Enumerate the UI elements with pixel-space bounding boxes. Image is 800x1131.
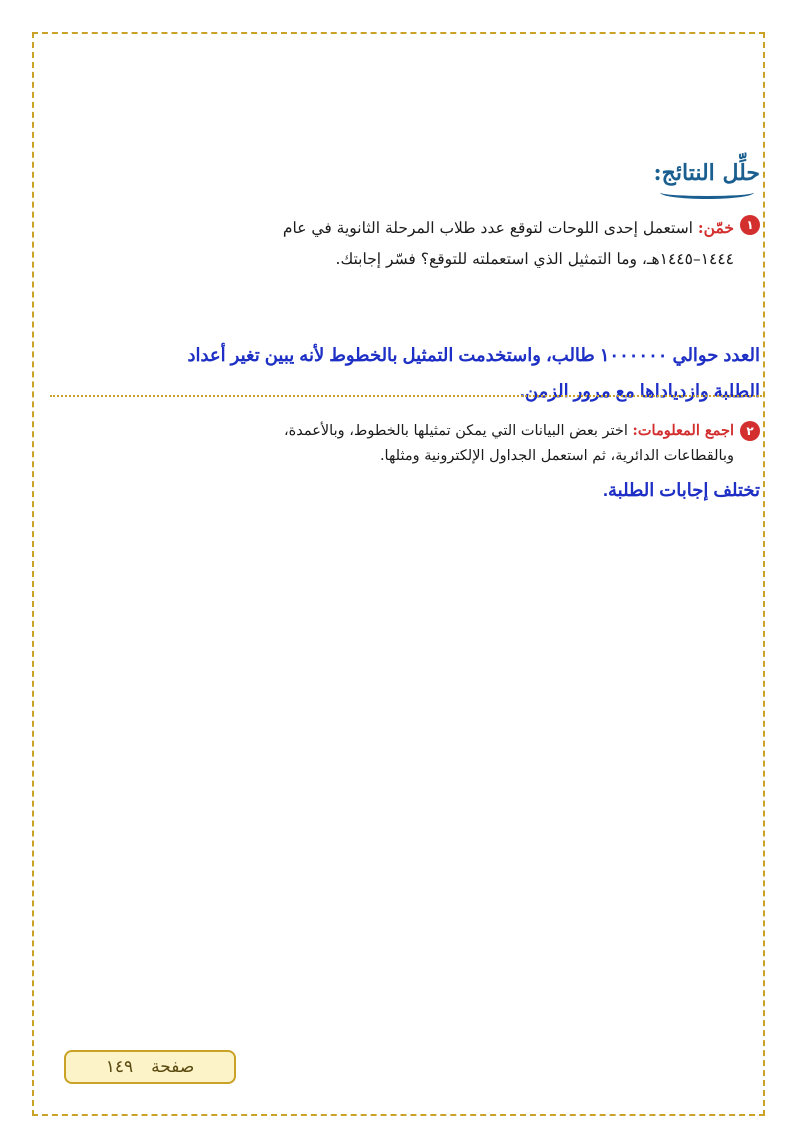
question-1-term: خمّن: xyxy=(697,218,734,237)
question-1 xyxy=(110,212,760,275)
question-2-number-badge: ٢ xyxy=(740,421,760,441)
question-2 xyxy=(110,418,760,469)
question-2-line-2: وبالقطاعات الدائرية، ثم استعمل الجداول الإلكترونية ومثلها. xyxy=(379,448,734,464)
question-1-number-badge: ١ xyxy=(740,215,760,235)
page-number: ١٤٩ xyxy=(105,1057,134,1077)
question-2-term: اجمع المعلومات: xyxy=(632,422,734,439)
page-number-label xyxy=(64,1050,236,1084)
section-divider xyxy=(50,395,762,397)
page-label-text: صفحة xyxy=(151,1057,195,1077)
section-heading: حلِّل النتائج: xyxy=(653,160,760,186)
answer-1-line-2: الطلبة وازدياداها مع مرور الزمن. xyxy=(519,381,760,401)
question-2-text xyxy=(284,418,734,469)
answer-2: تختلف إجابات الطلبة. xyxy=(603,480,760,500)
heading-underline xyxy=(660,186,754,199)
answer-1-line-1: العدد حوالي ١٠٠٠٠٠٠ طالب، واستخدمت التمثيل بالخطوط لأنه يبين تغير أعداد xyxy=(187,345,760,365)
question-1-text xyxy=(283,212,734,275)
question-1-line-1: استعمل إحدى اللوحات لتوقع عدد طلاب المرحلة الثانوية في عام xyxy=(282,219,693,237)
question-1-line-2: ١٤٤٤–١٤٤٥هـ، وما التمثيل الذي استعملته للتوقع؟ فسّر إجابتك. xyxy=(335,250,734,268)
page-frame xyxy=(32,32,765,1116)
question-2-line-1: اختر بعض البيانات التي يمكن تمثيلها بالخطوط، وبالأعمدة، xyxy=(283,423,628,439)
